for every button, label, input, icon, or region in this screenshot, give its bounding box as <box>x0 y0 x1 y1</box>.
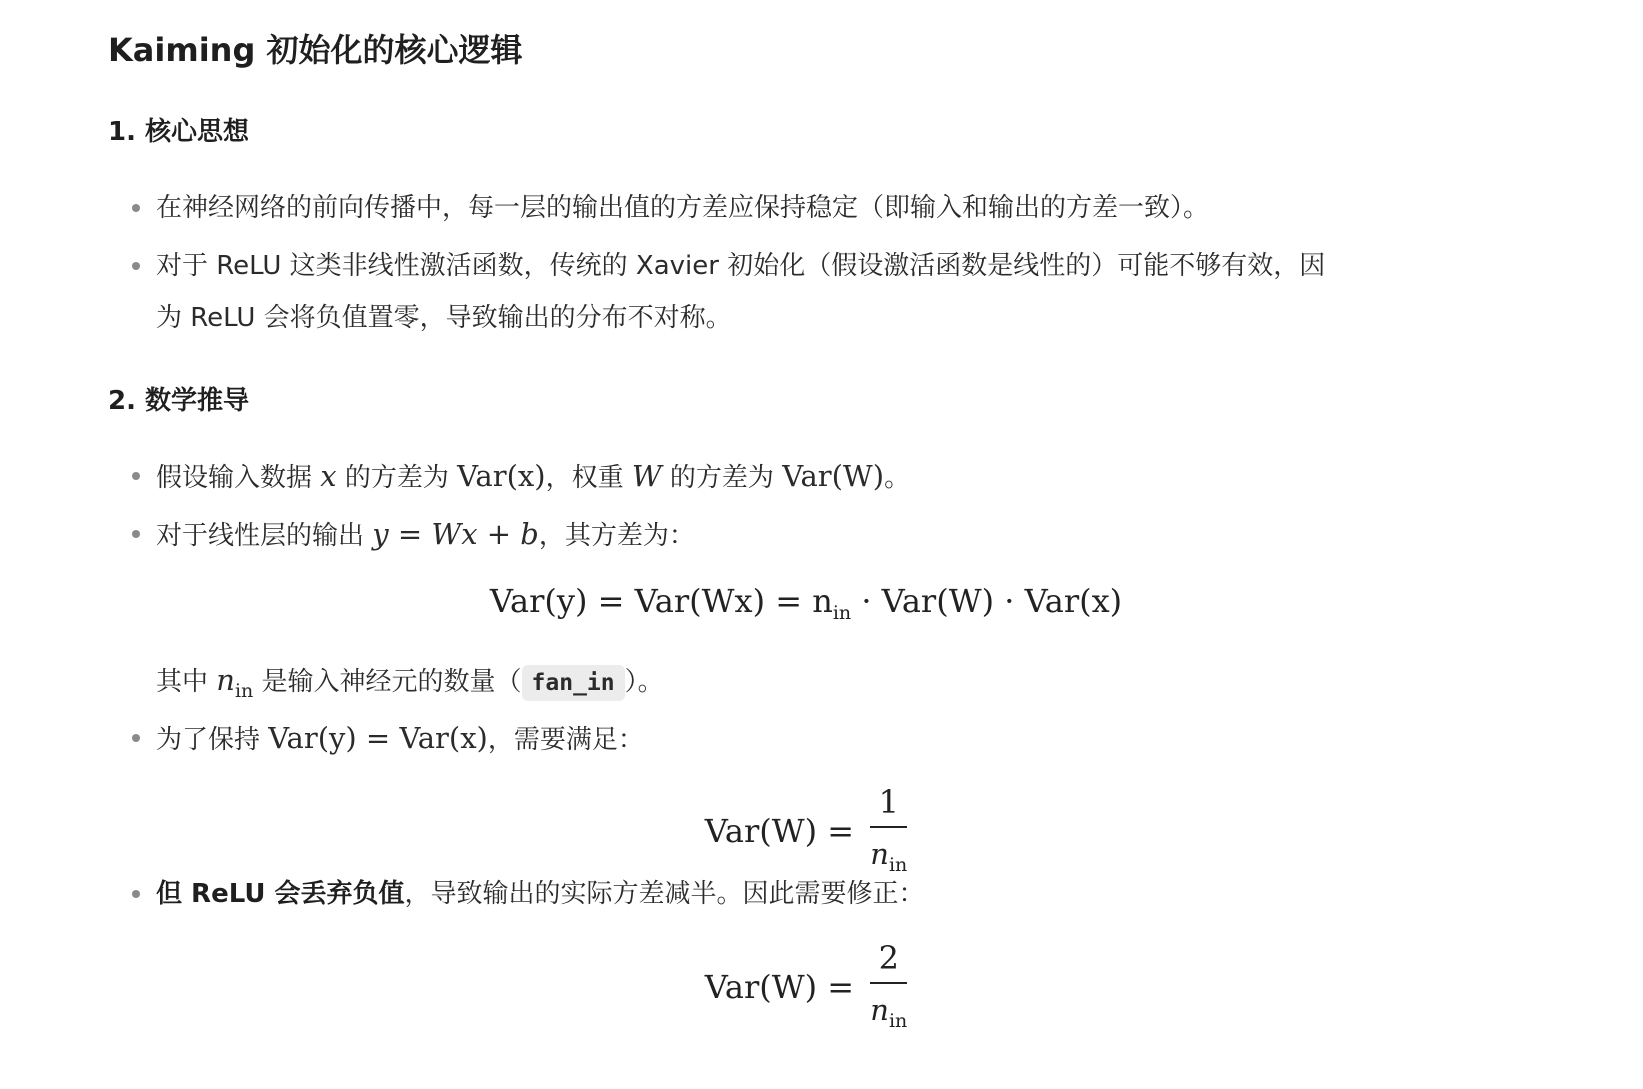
bullet-icon <box>132 204 140 212</box>
bullet-icon <box>132 734 140 742</box>
fraction-numerator: 2 <box>870 940 907 984</box>
display-equation-kaiming <box>156 940 1456 1033</box>
text-span: ，需要满足： <box>487 725 644 755</box>
bullet-icon <box>132 890 140 898</box>
bullet-icon <box>132 472 140 480</box>
text-span: ，导致输出的实际方差减半。因此需要修正： <box>404 879 925 909</box>
equation-text: · Var(W) · Var(x) <box>851 582 1123 620</box>
text-span: 是输入神经元的数量（ <box>253 667 522 697</box>
text-span: 的方差为 <box>336 463 458 493</box>
section-heading-math-derivation: 2. 数学推导 <box>108 386 250 416</box>
fraction-numerator: 1 <box>870 784 907 828</box>
display-equation-variance <box>156 582 1456 624</box>
fraction <box>870 784 907 877</box>
list-item-text-line2: 为 ReLU 会将负值置零，导致输出的分布不对称。 <box>156 303 732 333</box>
list-item-text <box>156 450 1496 504</box>
fraction-denominator <box>870 984 907 1033</box>
list-item-text <box>156 508 1496 562</box>
text-span: 。 <box>884 463 911 493</box>
equation-subscript: in <box>832 602 852 624</box>
bullet-icon <box>132 262 140 270</box>
page-title: Kaiming 初始化的核心逻辑 <box>108 31 523 69</box>
text-span: 为了保持 <box>156 725 269 755</box>
math-variable: W <box>631 459 662 493</box>
bold-text: 但 ReLU 会丢弃负值 <box>156 879 405 909</box>
text-span: ，其方差为： <box>538 521 695 551</box>
bullet-icon <box>132 530 140 538</box>
text-span: ，权重 <box>545 463 632 493</box>
math-variable: n <box>216 663 235 697</box>
math-variable: n <box>870 837 889 871</box>
math-variable: n <box>870 993 889 1027</box>
math-expression: y = Wx + b <box>372 517 539 551</box>
math-subscript: in <box>234 680 254 702</box>
list-item-text: 在神经网络的前向传播中，每一层的输出值的方差应保持稳定（即输入和输出的方差一致）。 <box>156 193 1210 223</box>
equation-text: Var(W) = <box>704 967 855 1006</box>
text-span: 其中 <box>156 667 217 697</box>
equation-note <box>156 654 664 710</box>
math-expression: Var(x) <box>457 459 546 493</box>
section-heading-core-idea: 1. 核心思想 <box>108 117 250 147</box>
math-subscript: in <box>888 1010 908 1032</box>
text-span: 对于线性层的输出 <box>156 521 373 551</box>
text-span: 的方差为 <box>661 463 783 493</box>
math-subscript: in <box>888 854 908 876</box>
math-variable: x <box>320 459 337 493</box>
fraction <box>870 940 907 1033</box>
list-item-text-line1: 对于 ReLU 这类非线性激活函数，传统的 Xavier 初始化（假设激活函数是线性的）可能不够有效，因 <box>156 251 1326 281</box>
math-expression: Var(W) <box>782 459 885 493</box>
display-equation-xavier <box>156 784 1456 877</box>
math-expression: Var(y) = Var(x) <box>268 721 488 755</box>
list-item-text <box>156 868 1496 920</box>
equation-text: Var(y) = Var(Wx) = n <box>489 582 833 620</box>
text-span: 假设输入数据 <box>156 463 321 493</box>
list-item <box>108 240 1498 344</box>
equation-text: Var(W) = <box>704 811 855 850</box>
list-item-text <box>156 712 1496 766</box>
text-span: ）。 <box>624 667 664 697</box>
inline-code: fan_in <box>522 665 625 701</box>
